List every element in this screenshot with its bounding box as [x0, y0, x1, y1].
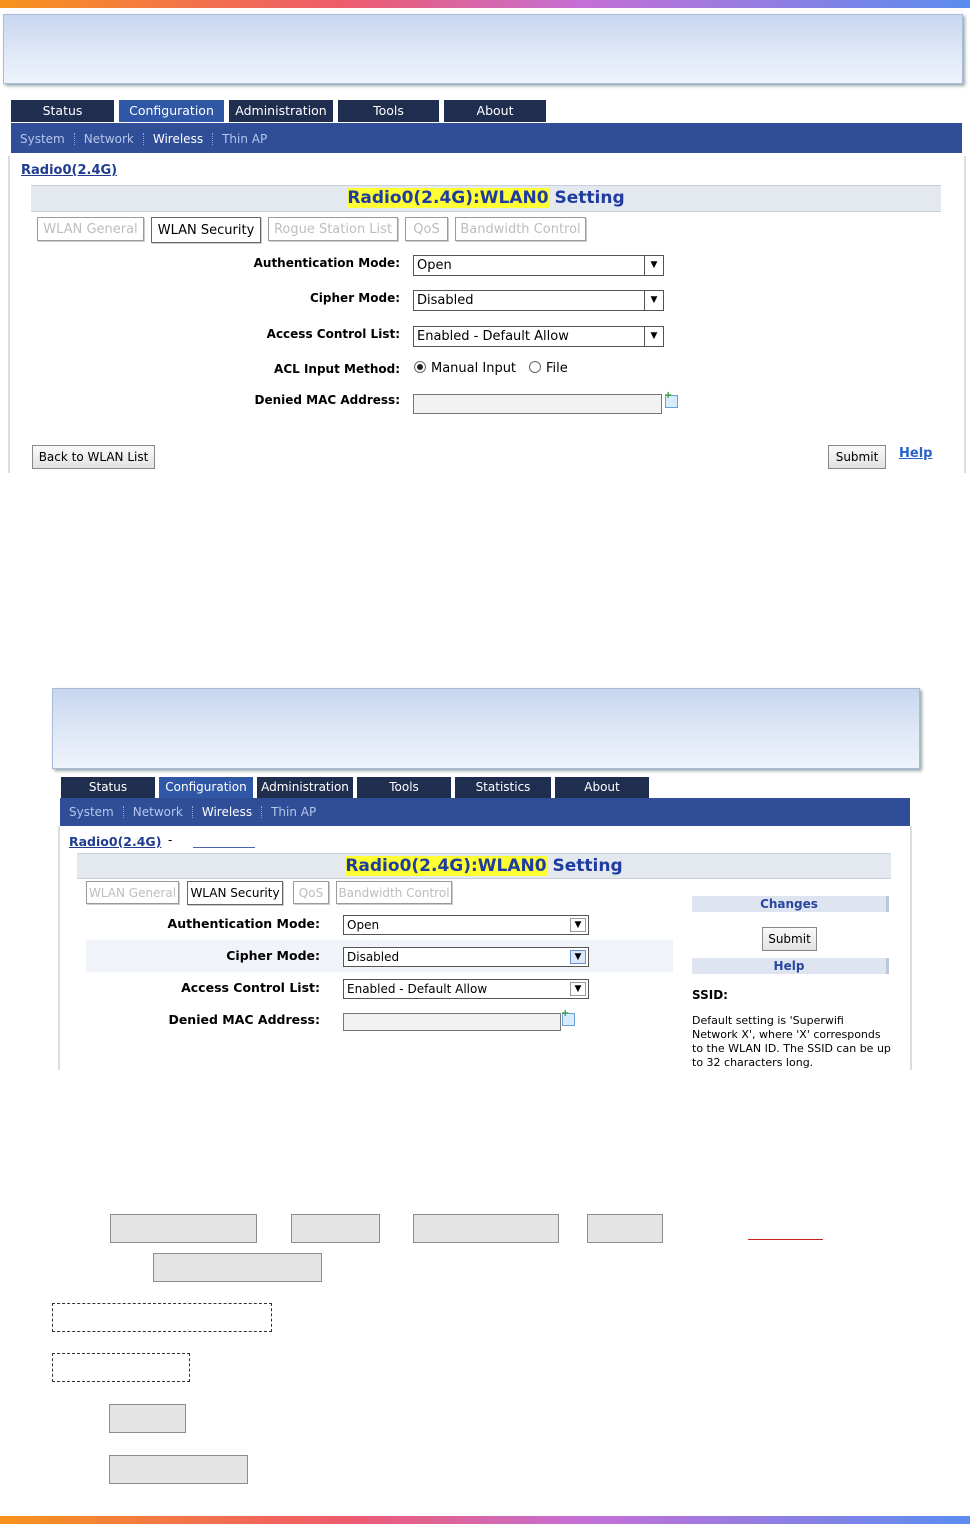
title-rest: Setting: [546, 856, 623, 876]
side-submit-button[interactable]: Submit: [762, 927, 817, 951]
red-underline: [748, 1239, 823, 1240]
subnav-thin-ap[interactable]: Thin AP: [222, 132, 268, 146]
acl-select[interactable]: [413, 326, 664, 347]
subtab-rogue-station-list[interactable]: Rogue Station List: [268, 217, 398, 241]
acl-value: Enabled - Default Allow: [417, 329, 569, 344]
subnav-system[interactable]: System: [60, 806, 124, 818]
auth-mode-label: Authentication Mode:: [253, 256, 400, 270]
tab-statistics[interactable]: Statistics: [455, 777, 551, 798]
screenshot-2: [50, 688, 920, 1070]
subtab-wlan-security[interactable]: WLAN Security: [187, 881, 283, 905]
chevron-down-icon: ▼: [644, 256, 663, 275]
subtab-wlan-security[interactable]: WLAN Security: [151, 217, 261, 243]
acl-value: Enabled - Default Allow: [347, 982, 488, 996]
subnav-system[interactable]: System: [11, 133, 75, 145]
acl-label: Access Control List:: [266, 327, 400, 341]
radio-file-label: File: [546, 361, 568, 376]
tab-tools[interactable]: Tools: [357, 777, 451, 798]
subnav-network[interactable]: Network: [124, 806, 193, 818]
title-rest: Setting: [548, 188, 625, 208]
ssid-heading: SSID:: [692, 988, 728, 1002]
radio-manual-input[interactable]: [414, 361, 426, 373]
tab-status[interactable]: Status: [61, 777, 155, 798]
tab-status[interactable]: Status: [11, 100, 114, 122]
breadcrumb-radio-link[interactable]: Radio0(2.4G): [21, 163, 118, 178]
subnav-wireless[interactable]: Wireless: [193, 806, 262, 818]
breadcrumb-underline: [193, 847, 255, 848]
submit-button[interactable]: Submit: [828, 445, 886, 469]
top-gradient-bar: [0, 0, 970, 8]
placeholder-box-2: [291, 1214, 380, 1243]
dashed-box-1: [52, 1303, 272, 1332]
chevron-down-icon: ▼: [570, 918, 586, 932]
help-heading: Help: [692, 958, 889, 974]
placeholder-box-6: [109, 1404, 186, 1433]
tab-about[interactable]: About: [555, 777, 649, 798]
acl-label: Access Control List:: [181, 980, 320, 995]
cipher-mode-label: Cipher Mode:: [310, 291, 400, 305]
placeholder-box-7: [109, 1455, 248, 1484]
cipher-mode-select[interactable]: [413, 290, 664, 311]
subnav-thin-ap[interactable]: Thin AP: [271, 805, 317, 819]
auth-mode-value: Open: [417, 258, 452, 273]
changes-heading: Changes: [692, 896, 889, 912]
tab-tools[interactable]: Tools: [338, 100, 439, 122]
sub-nav: [11, 123, 962, 153]
denied-mac-label: Denied MAC Address:: [168, 1012, 320, 1027]
screenshot-1: [0, 8, 970, 473]
tab-administration[interactable]: Administration: [257, 777, 353, 798]
dashed-box-2: [52, 1353, 190, 1382]
auth-mode-label: Authentication Mode:: [167, 916, 320, 931]
subtab-wlan-general[interactable]: WLAN General: [86, 881, 179, 904]
page-title: [77, 853, 891, 879]
denied-mac-input[interactable]: [413, 394, 662, 414]
main-tabs: [61, 777, 649, 798]
chevron-down-icon: ▼: [570, 982, 586, 996]
auth-mode-select[interactable]: [413, 255, 664, 276]
add-icon[interactable]: [562, 1013, 575, 1026]
radio-file[interactable]: [529, 361, 541, 373]
header-banner: [52, 688, 920, 769]
tab-configuration[interactable]: Configuration: [159, 777, 253, 798]
breadcrumb-radio-link[interactable]: Radio0(2.4G): [69, 834, 162, 849]
sub-nav: [60, 798, 910, 826]
subnav-wireless[interactable]: Wireless: [144, 133, 213, 145]
subtab-qos[interactable]: QoS: [293, 881, 329, 904]
placeholder-box-5: [153, 1253, 322, 1282]
add-icon[interactable]: [665, 395, 678, 408]
chevron-down-icon: ▼: [570, 950, 586, 964]
acl-input-method-label: ACL Input Method:: [274, 362, 400, 376]
page-title: [31, 185, 941, 212]
back-to-wlan-list-button[interactable]: Back to WLAN List: [32, 445, 155, 469]
denied-mac-input[interactable]: [343, 1013, 561, 1031]
tab-about[interactable]: About: [444, 100, 546, 122]
placeholder-box-1: [110, 1214, 257, 1243]
subtab-bandwidth-control[interactable]: Bandwidth Control: [455, 217, 586, 241]
cipher-mode-label: Cipher Mode:: [226, 948, 320, 963]
ssid-help-text: Default setting is 'Superwifi Network X', where 'X' corresponds to the WLAN ID. The SSID can be up to 32 characters long.: [692, 1014, 891, 1069]
help-link[interactable]: Help: [899, 446, 933, 461]
chevron-down-icon: ▼: [644, 327, 663, 346]
subnav-network[interactable]: Network: [75, 133, 144, 145]
placeholder-box-4: [587, 1214, 663, 1243]
auth-mode-value: Open: [347, 918, 380, 932]
placeholder-box-3: [413, 1214, 559, 1243]
tab-configuration[interactable]: Configuration: [119, 100, 224, 122]
bottom-gradient-bar: [0, 1516, 970, 1524]
main-tabs: [11, 100, 546, 122]
cipher-mode-value: Disabled: [347, 950, 400, 964]
chevron-down-icon: ▼: [644, 291, 663, 310]
auth-mode-select[interactable]: [343, 915, 589, 935]
breadcrumb-separator: -: [168, 833, 173, 847]
subtab-bandwidth-control[interactable]: Bandwidth Control: [336, 881, 452, 904]
header-banner: [3, 14, 963, 84]
tab-administration[interactable]: Administration: [229, 100, 333, 122]
radio-manual-label: Manual Input: [431, 361, 517, 376]
cipher-mode-value: Disabled: [417, 293, 474, 308]
acl-select[interactable]: [343, 979, 589, 999]
subtab-wlan-general[interactable]: WLAN General: [37, 217, 144, 241]
title-highlight: Radio0(2.4G):WLAN0: [345, 856, 547, 876]
subtab-qos[interactable]: QoS: [405, 217, 448, 241]
cipher-mode-select[interactable]: [343, 947, 589, 967]
title-highlight: Radio0(2.4G):WLAN0: [347, 188, 549, 208]
denied-mac-label: Denied MAC Address:: [254, 393, 400, 407]
